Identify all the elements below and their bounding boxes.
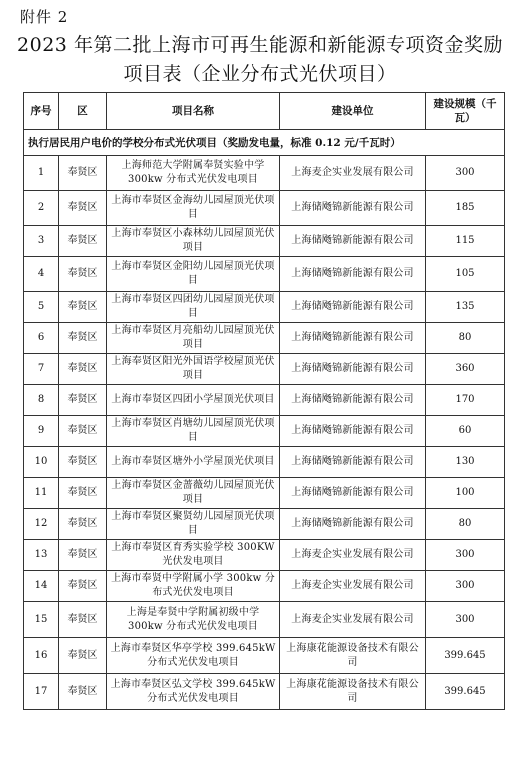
construction-unit-cell: 上海麦企实业发展有限公司 — [280, 602, 426, 638]
construction-unit-cell: 上海麦企实业发展有限公司 — [280, 571, 426, 602]
seq-cell: 1 — [24, 156, 59, 191]
table-row — [24, 354, 505, 385]
document-title-line2: 项目表（企业分布式光伏项目） — [123, 63, 397, 85]
district-cell: 奉贤区 — [59, 257, 107, 292]
project-name-cell: 上海市奉贤区肖塘幼儿园屋顶光伏项目 — [107, 416, 280, 447]
seq-cell: 15 — [24, 602, 59, 638]
seq-cell: 12 — [24, 509, 59, 540]
construction-unit-cell: 上海康花能源设备技术有限公司 — [280, 638, 426, 674]
table-row — [24, 385, 505, 416]
capacity-cell: 399.645 — [426, 638, 505, 674]
district-cell: 奉贤区 — [59, 416, 107, 447]
project-name-cell: 上海市奉贤区四团幼儿园屋顶光伏项目 — [107, 292, 280, 323]
header-district: 区 — [59, 93, 107, 130]
construction-unit-cell: 上海储飏锦新能源有限公司 — [280, 447, 426, 478]
capacity-cell: 135 — [426, 292, 505, 323]
project-name-cell: 上海市奉贤区弘文学校 399.645kW 分布式光伏发电项目 — [107, 674, 280, 710]
construction-unit-cell: 上海储飏锦新能源有限公司 — [280, 385, 426, 416]
project-name-cell: 上海市奉贤区塘外小学屋顶光伏项目 — [107, 447, 280, 478]
district-cell: 奉贤区 — [59, 602, 107, 638]
project-name-cell: 上海市奉贤中学附属小学 300kw 分布式光伏发电项目 — [107, 571, 280, 602]
project-name-cell: 上海师范大学附属奉贤实验中学 300kw 分布式光伏发电项目 — [107, 156, 280, 191]
table-row — [24, 638, 505, 674]
capacity-cell: 60 — [426, 416, 505, 447]
district-cell: 奉贤区 — [59, 638, 107, 674]
seq-cell: 4 — [24, 257, 59, 292]
capacity-cell: 300 — [426, 540, 505, 571]
seq-cell: 2 — [24, 191, 59, 226]
capacity-cell: 105 — [426, 257, 505, 292]
project-name-cell: 上海市奉贤区金蔷薇幼儿园屋顶光伏项目 — [107, 478, 280, 509]
district-cell: 奉贤区 — [59, 447, 107, 478]
capacity-cell: 360 — [426, 354, 505, 385]
table-row — [24, 602, 505, 638]
header-project-name: 项目名称 — [107, 93, 280, 130]
project-name-cell: 上海是奉贤中学附属初级中学 300kw 分布式光伏发电项目 — [107, 602, 280, 638]
capacity-cell: 80 — [426, 323, 505, 354]
table-row — [24, 478, 505, 509]
seq-cell: 3 — [24, 226, 59, 257]
district-cell: 奉贤区 — [59, 540, 107, 571]
capacity-cell: 300 — [426, 156, 505, 191]
table-row — [24, 571, 505, 602]
table-row — [24, 416, 505, 447]
project-name-cell: 上海市奉贤区金海幼儿园屋顶光伏项目 — [107, 191, 280, 226]
seq-cell: 16 — [24, 638, 59, 674]
seq-cell: 8 — [24, 385, 59, 416]
project-name-cell: 上海市奉贤区华亭学校 399.645kW 分布式光伏发电项目 — [107, 638, 280, 674]
table-row — [24, 674, 505, 710]
table-row — [24, 191, 505, 226]
project-name-cell: 上海奉贤区阳光外国语学校屋顶光伏项目 — [107, 354, 280, 385]
seq-cell: 9 — [24, 416, 59, 447]
construction-unit-cell: 上海储飏锦新能源有限公司 — [280, 191, 426, 226]
table-row — [24, 509, 505, 540]
construction-unit-cell: 上海储飏锦新能源有限公司 — [280, 509, 426, 540]
capacity-cell: 399.645 — [426, 674, 505, 710]
construction-unit-cell: 上海储飏锦新能源有限公司 — [280, 478, 426, 509]
district-cell: 奉贤区 — [59, 571, 107, 602]
construction-unit-cell: 上海麦企实业发展有限公司 — [280, 156, 426, 191]
attachment-label: 附件 2 — [20, 8, 69, 26]
district-cell: 奉贤区 — [59, 674, 107, 710]
construction-unit-cell: 上海储飏锦新能源有限公司 — [280, 354, 426, 385]
table-row — [24, 257, 505, 292]
district-cell: 奉贤区 — [59, 385, 107, 416]
construction-unit-cell: 上海储飏锦新能源有限公司 — [280, 292, 426, 323]
section-row — [24, 130, 505, 156]
table-row — [24, 540, 505, 571]
capacity-cell: 300 — [426, 571, 505, 602]
district-cell: 奉贤区 — [59, 191, 107, 226]
project-name-cell: 上海市奉贤区四团小学屋顶光伏项目 — [107, 385, 280, 416]
project-name-cell: 上海市奉贤区月亮船幼儿园屋顶光伏项目 — [107, 323, 280, 354]
capacity-cell: 170 — [426, 385, 505, 416]
table-row — [24, 323, 505, 354]
capacity-cell: 130 — [426, 447, 505, 478]
capacity-cell: 80 — [426, 509, 505, 540]
district-cell: 奉贤区 — [59, 509, 107, 540]
district-cell: 奉贤区 — [59, 354, 107, 385]
projects-table — [23, 92, 505, 710]
table-row — [24, 226, 505, 257]
project-name-cell: 上海市奉贤区小森林幼儿园屋顶光伏项目 — [107, 226, 280, 257]
document-title-line1: 2023 年第二批上海市可再生能源和新能源专项资金奖励 — [17, 34, 503, 56]
capacity-cell: 115 — [426, 226, 505, 257]
seq-cell: 5 — [24, 292, 59, 323]
district-cell: 奉贤区 — [59, 292, 107, 323]
project-name-cell: 上海市奉贤区育秀实验学校 300KW 光伏发电项目 — [107, 540, 280, 571]
seq-cell: 7 — [24, 354, 59, 385]
seq-cell: 6 — [24, 323, 59, 354]
construction-unit-cell: 上海储飏锦新能源有限公司 — [280, 226, 426, 257]
construction-unit-cell: 上海储飏锦新能源有限公司 — [280, 323, 426, 354]
construction-unit-cell: 上海储飏锦新能源有限公司 — [280, 257, 426, 292]
district-cell: 奉贤区 — [59, 478, 107, 509]
district-cell: 奉贤区 — [59, 156, 107, 191]
district-cell: 奉贤区 — [59, 323, 107, 354]
header-construction-unit: 建设单位 — [280, 93, 426, 130]
project-name-cell: 上海市奉贤区聚贤幼儿园屋顶光伏项目 — [107, 509, 280, 540]
table-row — [24, 447, 505, 478]
capacity-cell: 300 — [426, 602, 505, 638]
district-cell: 奉贤区 — [59, 226, 107, 257]
construction-unit-cell: 上海储飏锦新能源有限公司 — [280, 416, 426, 447]
construction-unit-cell: 上海麦企实业发展有限公司 — [280, 540, 426, 571]
capacity-cell: 185 — [426, 191, 505, 226]
seq-cell: 11 — [24, 478, 59, 509]
header-seq: 序号 — [24, 93, 59, 130]
seq-cell: 17 — [24, 674, 59, 710]
table-row — [24, 292, 505, 323]
seq-cell: 13 — [24, 540, 59, 571]
project-name-cell: 上海市奉贤区金阳幼儿园屋顶光伏项目 — [107, 257, 280, 292]
table-row — [24, 156, 505, 191]
construction-unit-cell: 上海康花能源设备技术有限公司 — [280, 674, 426, 710]
seq-cell: 14 — [24, 571, 59, 602]
section-title: 执行居民用户电价的学校分布式光伏项目（奖励发电量，标准 0.12 元/千瓦时） — [24, 130, 505, 156]
header-capacity: 建设规模（千瓦） — [426, 93, 505, 130]
capacity-cell: 100 — [426, 478, 505, 509]
seq-cell: 10 — [24, 447, 59, 478]
table-header-row — [24, 93, 505, 130]
